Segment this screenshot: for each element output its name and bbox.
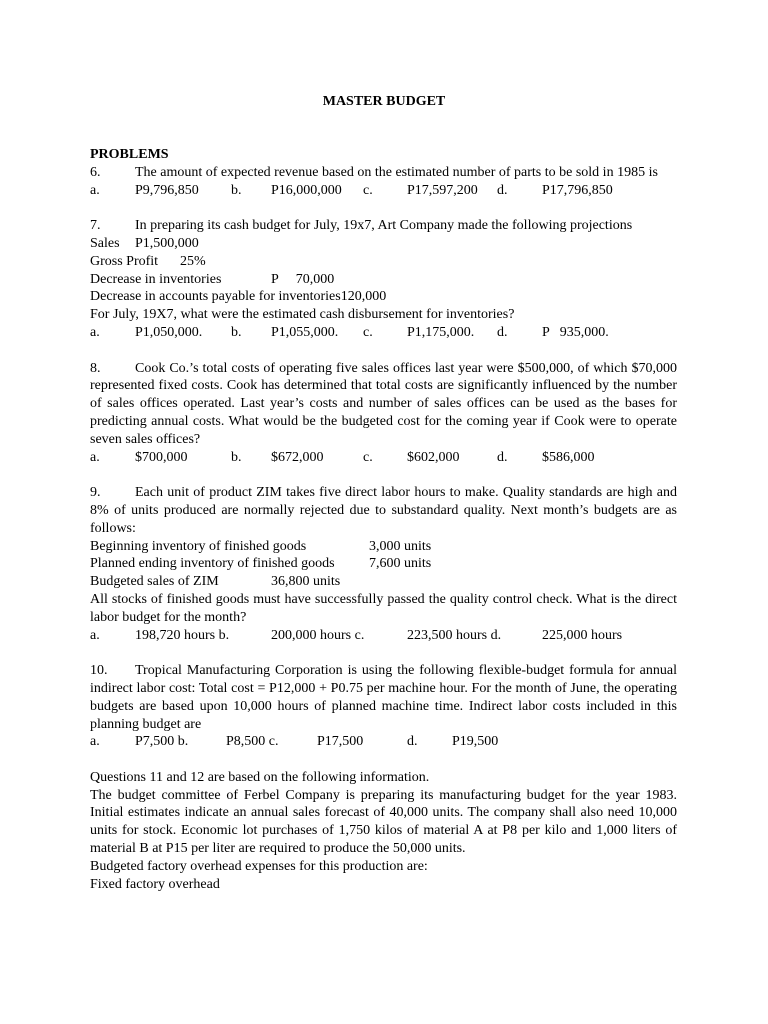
data-row: Sales P1,500,000 — [90, 235, 199, 251]
question-text: For July, 19X7, what were the estimated cash disbursement for inventories? — [90, 307, 515, 323]
question-9 — [90, 484, 677, 537]
question-number: 10. — [90, 663, 108, 679]
question-number: 9. — [90, 485, 101, 501]
document-title: MASTER BUDGET — [322, 94, 446, 109]
answer-choices — [90, 182, 677, 200]
choice-value: P9,796,850 — [135, 182, 199, 198]
question-text: All stocks of finished goods must have successfully passed the quality control check. What is the direct labor budget for the month? — [90, 591, 677, 625]
answer-choices: a. P1,050,000. b. P1,055,000. c. P1,175,000. d. P 935,000. — [90, 324, 609, 340]
question-text: Tropical Manufacturing Corporation is using the following flexible-budget formula for annual indirect labor cost: Total cost = P12,000 + P0.75 per machine hour. For the month of June, the operating budgets are based upon 10,000 hours of planned machine time. Indirect labor costs included in this planning budget are — [90, 663, 677, 732]
choice-letter: a. — [90, 182, 100, 198]
question-8 — [90, 360, 677, 449]
section-heading: PROBLEMS — [90, 147, 169, 162]
choice-letter: c. — [363, 182, 373, 198]
data-row: Decrease in inventories P 70,000 — [90, 271, 335, 287]
question-number: 6. — [90, 164, 101, 180]
data-row: Budgeted sales of ZIM 36,800 units — [90, 574, 341, 590]
answer-choices: a. $700,000 b. $672,000 c. $602,000 d. $586,000 — [90, 449, 595, 465]
question-number: 8. — [90, 360, 101, 376]
document-body — [90, 146, 677, 893]
question-text: The amount of expected revenue based on the estimated number of parts to be sold in 1985 is — [135, 164, 658, 180]
choice-letter: d. — [497, 182, 508, 198]
question-text: Cook Co.’s total costs of operating five sales offices last year were $500,000, of which $70,000 represented fixed costs. Cook has determined that total costs are significantly influenced by the number of sales offices operated. Last year’s costs and number of sales offices can be used as the bases for predicting annual costs. What would be the budgeted cost for the coming year if Cook were to operate seven sales offices? — [90, 360, 677, 447]
question-text: Each unit of product ZIM takes five direct labor hours to make. Quality standards are high and 8% of units produced are normally rejected due to substandard quality. Next month’s budgets are as follows: — [90, 485, 677, 536]
data-row: Gross Profit 25% — [90, 253, 206, 269]
answer-choices: a. 198,720 hours b. 200,000 hours c. 223,500 hours d. 225,000 hours — [90, 627, 623, 643]
choice-value: P17,597,200 — [407, 182, 478, 198]
info-intro: Questions 11 and 12 are based on the following information. — [90, 769, 430, 785]
choice-letter: b. — [231, 182, 242, 198]
choice-value: P16,000,000 — [271, 182, 342, 198]
data-row: Planned ending inventory of finished goods 7,600 units — [90, 556, 432, 572]
data-row: Beginning inventory of finished goods 3,000 units — [90, 538, 432, 554]
choice-value: P17,796,850 — [542, 182, 613, 198]
answer-choices: a. P7,500 b. P8,500 c. P17,500 d. P19,500 — [90, 734, 499, 750]
info-paragraph: The budget committee of Ferbel Company is preparing its manufacturing budget for the year 1983. Initial estimates indicate an annual sales forecast of 40,000 units. The company shall also need 10,000 units for stock. Economic lot purchases of 1,750 kilos of material A at P8 per kilo and 1,000 liters of material B at P15 per liter are required to produce the 50,000 units. — [90, 787, 677, 857]
question-number: 7. — [90, 218, 101, 234]
info-line: Fixed factory overhead — [90, 876, 220, 892]
info-line: Budgeted factory overhead expenses for this production are: — [90, 858, 428, 874]
question-text: In preparing its cash budget for July, 19x7, Art Company made the following projections — [135, 218, 633, 234]
question-7 — [90, 217, 677, 235]
data-row: Decrease in accounts payable for inventories120,000 — [90, 289, 387, 305]
question-6 — [90, 164, 677, 182]
question-10 — [90, 662, 677, 733]
